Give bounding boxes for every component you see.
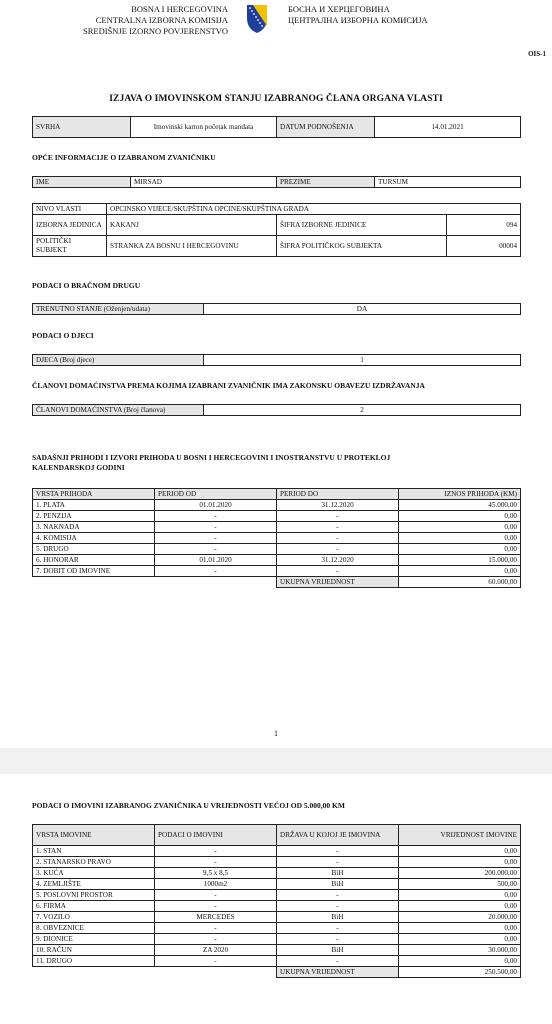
spouse-value: DA (204, 304, 521, 315)
table-row (33, 934, 521, 945)
income-heading-line: KALENDARSKOJ GODINI (32, 463, 125, 472)
income-amount: 0,00 (399, 566, 521, 577)
children-heading: PODACI O DJECI (32, 331, 94, 340)
income-heading-line: SADAŠNJI PRIHODI I IZVORI PRIHODA U BOSNI I HERCEGOVINI I INOSTRANSTVU U PROTEKLOJ (32, 453, 391, 462)
table-row (33, 890, 521, 901)
page-number: 1 (274, 729, 278, 738)
asset-country: - (277, 890, 399, 901)
asset-country: - (277, 901, 399, 912)
assets-col-details: PODACI O IMOVINI (155, 825, 277, 846)
income-type: 3. NAKNADA (33, 522, 155, 533)
income-col-amount: IZNOS PRIHODA (KM) (399, 489, 521, 500)
coat-of-arms-icon (245, 4, 269, 34)
asset-country: BiH (277, 912, 399, 923)
children-table (32, 354, 521, 366)
asset-type: 6. FIRMA (33, 901, 155, 912)
table-row (33, 522, 521, 533)
asset-type: 3. KUĆA (33, 868, 155, 879)
asset-details: - (155, 934, 277, 945)
purpose-value: Imovinski karton početak mandata (131, 117, 277, 138)
asset-details: - (155, 956, 277, 967)
table-row (33, 511, 521, 522)
asset-details: - (155, 857, 277, 868)
assets-col-type: VRSTA IMOVINE (33, 825, 155, 846)
asset-value: 0,00 (399, 857, 521, 868)
form-code: OIS-1 (528, 50, 546, 58)
table-row (33, 945, 521, 956)
asset-country: - (277, 934, 399, 945)
income-heading (32, 453, 390, 473)
header-line: BOSNA I HERCEGOVINA (131, 4, 228, 14)
table-row (33, 544, 521, 555)
assets-heading: PODACI O IMOVINI IZABRANOG ZVANIČNIKA U VRIJEDNOSTI VEĆOJ OD 5.000,00 KM (32, 801, 345, 810)
asset-value: 200.000,00 (399, 868, 521, 879)
asset-value: 0,00 (399, 846, 521, 857)
name-table (32, 176, 521, 188)
party-value: STRANKA ZA BOSNU I HERCEGOVINU (107, 236, 277, 257)
asset-details: - (155, 846, 277, 857)
asset-value: 0,00 (399, 923, 521, 934)
table-row (33, 923, 521, 934)
institution-name-latin (60, 4, 228, 37)
table-row (33, 956, 521, 967)
asset-country: BiH (277, 879, 399, 890)
income-to: 31.12.2020 (277, 500, 399, 511)
income-from: - (155, 566, 277, 577)
table-row (33, 555, 521, 566)
asset-country: - (277, 923, 399, 934)
asset-value: 0,00 (399, 901, 521, 912)
header-line: БОСНА И ХЕРЦЕГОВИНА (288, 4, 390, 14)
spouse-label: TRENUTNO STANJE (Oženjen/udata) (33, 304, 204, 315)
asset-value: 500,00 (399, 879, 521, 890)
office-table (32, 203, 521, 257)
income-type: 7. DOBIT OD IMOVINE (33, 566, 155, 577)
header-line: CENTRALNA IZBORNA KOMISIJA (95, 15, 228, 25)
income-type: 2. PENZIJA (33, 511, 155, 522)
table-row (33, 868, 521, 879)
asset-type: 1. STAN (33, 846, 155, 857)
party-label: POLITIČKI SUBJEKT (33, 236, 107, 257)
income-to: - (277, 566, 399, 577)
income-type: 1. PLATA (33, 500, 155, 511)
unit-value: KAKANJ (107, 215, 277, 236)
income-to: - (277, 511, 399, 522)
asset-country: BiH (277, 868, 399, 879)
surname-label: PREZIME (277, 177, 375, 188)
asset-type: 4. ZEMLJIŠTE (33, 879, 155, 890)
household-label: ČLANOVI DOMAĆINSTVA (Broj članova) (33, 405, 204, 416)
asset-country: - (277, 956, 399, 967)
level-label: NIVO VLASTI (33, 204, 107, 215)
asset-type: 11. DRUGO (33, 956, 155, 967)
children-value: 1 (204, 355, 521, 366)
income-amount: 0,00 (399, 522, 521, 533)
table-row (33, 901, 521, 912)
income-amount: 45.000,00 (399, 500, 521, 511)
income-to: 31.12.2020 (277, 555, 399, 566)
spouse-table (32, 303, 521, 315)
assets-table (32, 824, 521, 978)
level-value: OPCINSKO VIJECE/SKUPŠTINA OPCINE/SKUPŠTINA GRADA (107, 204, 521, 215)
asset-type: 2. STANARSKO PRAVO (33, 857, 155, 868)
table-row (33, 846, 521, 857)
header-line: ЦЕНТРАЛНА ИЗБОРНА КОМИСИЈА (288, 15, 428, 25)
party-code-label: ŠIFRA POLITIČKOG SUBJEKTA (277, 236, 447, 257)
unit-label: IZBORNA JEDINICA (33, 215, 107, 236)
purpose-label: SVRHA (33, 117, 131, 138)
table-row (33, 500, 521, 511)
asset-type: 5. POSLOVNI PROSTOR (33, 890, 155, 901)
unit-code-label: ŠIFRA IZBORNE JEDINICE (277, 215, 447, 236)
document-title: IZJAVA O IMOVINSKOM STANJU IZABRANOG ČLANA ORGANA VLASTI (109, 94, 443, 104)
asset-country: - (277, 857, 399, 868)
income-amount: 15.000,00 (399, 555, 521, 566)
asset-type: 7. VOZILO (33, 912, 155, 923)
asset-type: 9. DIONICE (33, 934, 155, 945)
asset-value: 0,00 (399, 890, 521, 901)
income-amount: 0,00 (399, 533, 521, 544)
income-amount: 0,00 (399, 544, 521, 555)
unit-code-value: 094 (447, 215, 521, 236)
institution-name-cyrillic (288, 4, 488, 26)
income-to: - (277, 522, 399, 533)
income-from: - (155, 533, 277, 544)
income-total-value: 60.000,00 (399, 577, 521, 588)
income-col-from: PERIOD OD (155, 489, 277, 500)
children-label: DJECA (Broj djece) (33, 355, 204, 366)
table-row (33, 879, 521, 890)
household-heading: ČLANOVI DOMAĆINSTVA PREMA KOJIMA IZABRANI ZVANIČNIK IMA ZAKONSKU OBAVEZU IZDRŽAVANJA (32, 381, 425, 390)
asset-details: - (155, 890, 277, 901)
income-to: - (277, 544, 399, 555)
asset-value: 0,00 (399, 934, 521, 945)
table-row (33, 857, 521, 868)
name-value: MIRSAD (131, 177, 277, 188)
income-total-label: UKUPNA VRIJEDNOST (277, 577, 399, 588)
asset-details: - (155, 901, 277, 912)
asset-details: 1000m2 (155, 879, 277, 890)
income-from: 01.01.2020 (155, 555, 277, 566)
party-code-value: 00004 (447, 236, 521, 257)
asset-details: ZA 2020 (155, 945, 277, 956)
purpose-table (32, 116, 521, 138)
income-type: 5. DRUGO (33, 544, 155, 555)
household-value: 2 (204, 405, 521, 416)
income-from: 01.01.2020 (155, 500, 277, 511)
asset-details: MERCEDES (155, 912, 277, 923)
income-amount: 0,00 (399, 511, 521, 522)
income-type: 4. KOMISIJA (33, 533, 155, 544)
asset-value: 30.000,00 (399, 945, 521, 956)
asset-details: 9,5 x 8,5 (155, 868, 277, 879)
income-from: - (155, 544, 277, 555)
asset-type: 8. OBVEZNICE (33, 923, 155, 934)
spouse-heading: PODACI O BRAČNOM DRUGU (32, 281, 141, 290)
income-to: - (277, 533, 399, 544)
income-col-to: PERIOD DO (277, 489, 399, 500)
asset-country: BiH (277, 945, 399, 956)
assets-col-value: VRIJEDNOST IMOVINE (399, 825, 521, 846)
asset-value: 20.000,00 (399, 912, 521, 923)
general-heading: OPĆE INFORMACIJE O IZABRANOM ZVANIČNIKU (32, 153, 216, 162)
table-row (33, 566, 521, 577)
surname-value: TURSUM (375, 177, 521, 188)
table-row (33, 533, 521, 544)
income-type: 6. HONORAR (33, 555, 155, 566)
page-break (0, 748, 552, 774)
assets-total-label: UKUPNA VRIJEDNOST (277, 967, 399, 978)
asset-type: 10. RAČUN (33, 945, 155, 956)
name-label: IME (33, 177, 131, 188)
income-table (32, 488, 521, 588)
income-col-type: VRSTA PRIHODA (33, 489, 155, 500)
header-line: SREDIŠNJE IZORNO POVJERENSTVO (83, 26, 228, 36)
household-table (32, 404, 521, 416)
asset-details: - (155, 923, 277, 934)
asset-country: - (277, 846, 399, 857)
income-from: - (155, 522, 277, 533)
submission-date-value: 14.01.2021 (375, 117, 521, 138)
assets-total-value: 250.500,00 (399, 967, 521, 978)
income-from: - (155, 511, 277, 522)
assets-col-country: DRŽAVA U KOJOJ JE IMOVINA (277, 825, 399, 846)
asset-value: 0,00 (399, 956, 521, 967)
table-row (33, 912, 521, 923)
submission-date-label: DATUM PODNOŠENJA (277, 117, 375, 138)
